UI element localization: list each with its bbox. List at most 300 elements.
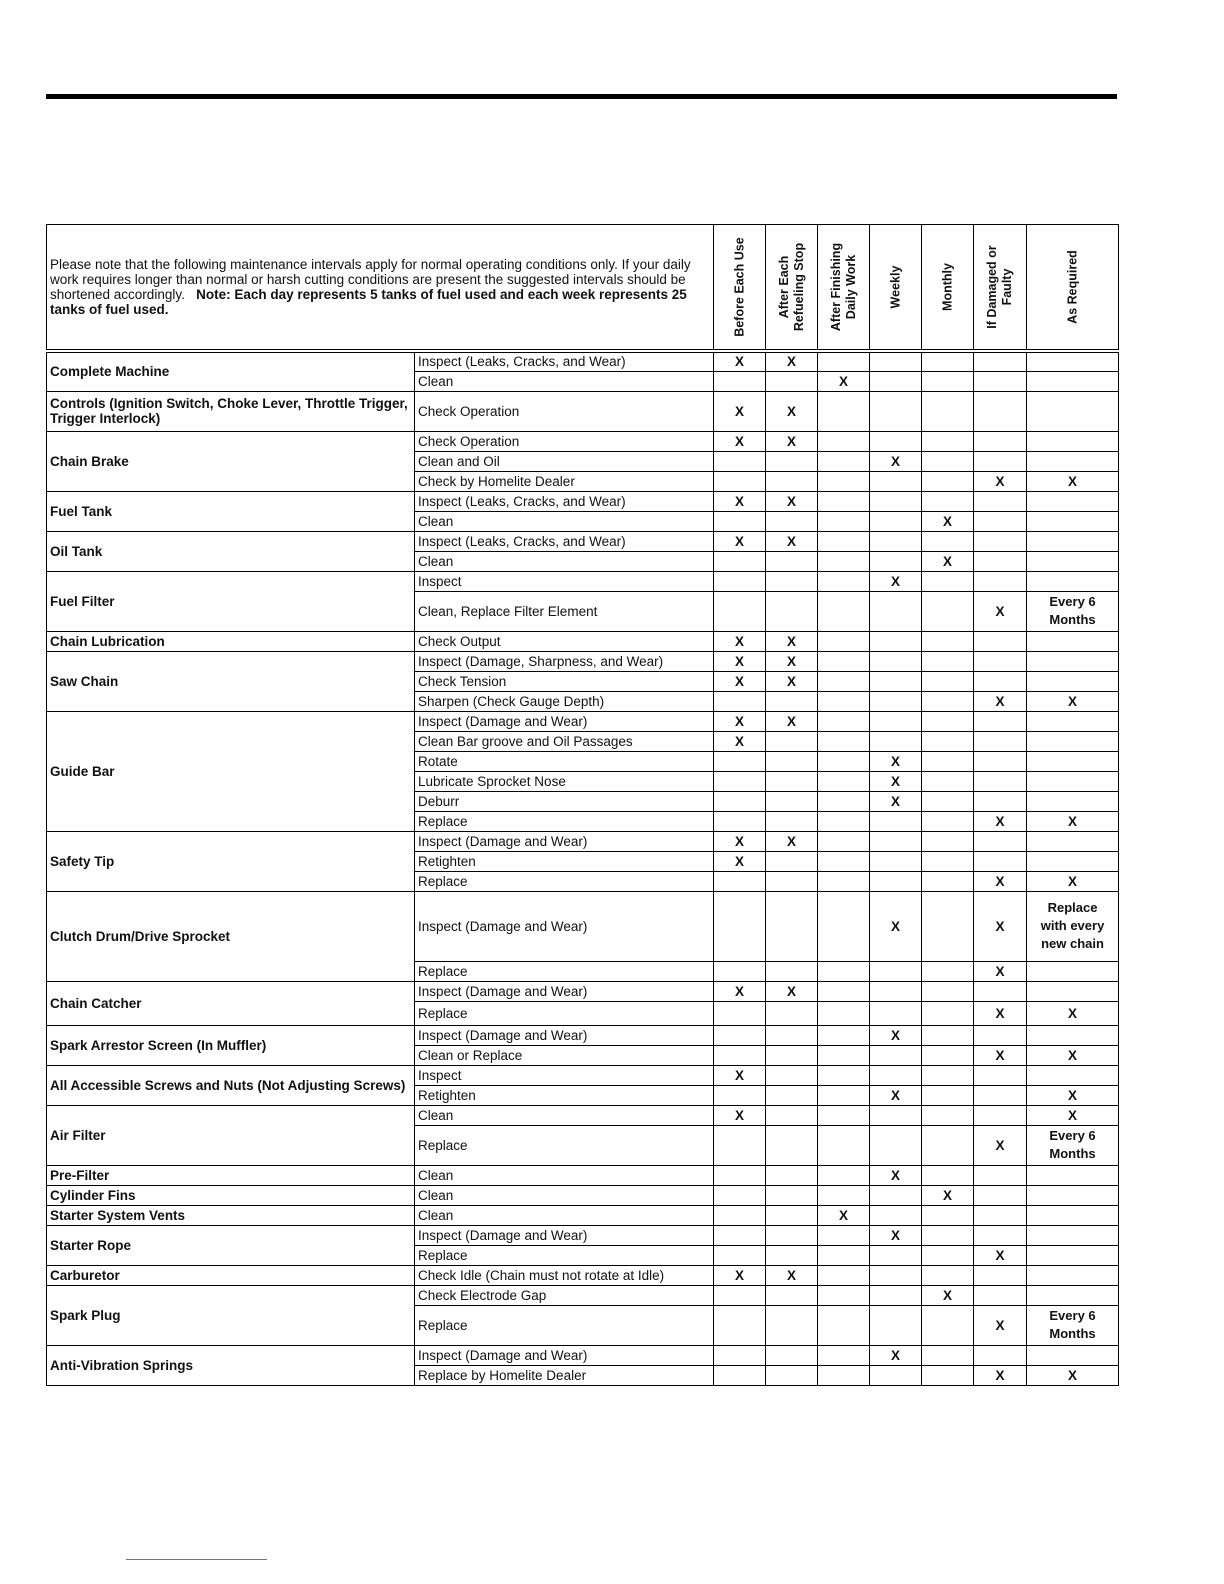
interval-mark-cell — [714, 791, 766, 811]
interval-mark-cell — [766, 1001, 818, 1025]
interval-mark-cell: X — [714, 671, 766, 691]
interval-mark-cell — [922, 851, 974, 871]
task-cell: Replace — [415, 1305, 714, 1345]
interval-mark-cell: X — [714, 531, 766, 551]
interval-mark-cell — [1027, 551, 1119, 571]
interval-mark-cell — [974, 1065, 1027, 1085]
interval-mark-cell: X — [714, 391, 766, 431]
interval-mark-cell — [818, 1045, 870, 1065]
interval-mark-cell — [1027, 371, 1119, 391]
task-cell: Deburr — [415, 791, 714, 811]
task-cell: Inspect (Damage and Wear) — [415, 711, 714, 731]
table-row — [47, 711, 1119, 731]
interval-mark-cell — [766, 591, 818, 631]
interval-mark-cell: X — [766, 671, 818, 691]
interval-mark-cell — [818, 891, 870, 961]
interval-mark-cell — [714, 891, 766, 961]
interval-mark-cell — [766, 891, 818, 961]
interval-mark-cell: X — [714, 1265, 766, 1285]
interval-mark-cell — [974, 631, 1027, 651]
task-cell: Clean Bar groove and Oil Passages — [415, 731, 714, 751]
table-row — [47, 1185, 1119, 1205]
interval-mark-cell — [766, 1125, 818, 1165]
interval-mark-cell — [922, 1305, 974, 1345]
interval-mark-cell — [974, 981, 1027, 1001]
interval-mark-cell — [870, 851, 922, 871]
table-row — [47, 431, 1119, 451]
table-row — [47, 1165, 1119, 1185]
interval-mark-cell — [974, 451, 1027, 471]
interval-mark-cell — [818, 1285, 870, 1305]
col-if-damaged-or-faulty: If Damaged or Faulty — [974, 225, 1027, 352]
interval-mark-cell — [922, 811, 974, 831]
interval-mark-cell — [1027, 851, 1119, 871]
interval-mark-cell — [714, 471, 766, 491]
interval-mark-cell: X — [714, 831, 766, 851]
table-row — [47, 981, 1119, 1001]
interval-mark-cell: X — [870, 451, 922, 471]
interval-mark-cell — [1027, 1185, 1119, 1205]
task-cell: Clean or Replace — [415, 1045, 714, 1065]
table-row — [47, 1345, 1119, 1365]
interval-mark-cell: X — [922, 551, 974, 571]
interval-mark-cell — [818, 851, 870, 871]
interval-mark-cell — [870, 1105, 922, 1125]
interval-mark-cell — [766, 471, 818, 491]
interval-mark-cell — [922, 1085, 974, 1105]
component-cell: Controls (Ignition Switch, Choke Lever, Throttle Trigger, Trigger Interlock) — [47, 391, 415, 431]
interval-mark-cell — [1027, 511, 1119, 531]
interval-mark-cell — [922, 751, 974, 771]
interval-mark-cell — [818, 691, 870, 711]
table-row — [47, 1225, 1119, 1245]
task-cell: Inspect (Damage and Wear) — [415, 831, 714, 851]
interval-mark-cell — [974, 731, 1027, 751]
interval-mark-cell — [766, 691, 818, 711]
task-cell: Check by Homelite Dealer — [415, 471, 714, 491]
interval-mark-cell — [818, 351, 870, 371]
col-before-each-use: Before Each Use — [714, 225, 766, 352]
interval-mark-cell — [1027, 1025, 1119, 1045]
interval-mark-cell — [818, 1245, 870, 1265]
interval-mark-cell: X — [870, 791, 922, 811]
schedule-body — [47, 351, 1119, 1385]
interval-mark-cell — [766, 1285, 818, 1305]
table-row — [47, 1205, 1119, 1225]
interval-mark-cell — [922, 711, 974, 731]
interval-mark-cell — [922, 981, 974, 1001]
interval-mark-cell: X — [714, 731, 766, 751]
task-cell: Replace — [415, 1245, 714, 1265]
table-row — [47, 651, 1119, 671]
interval-mark-cell — [766, 751, 818, 771]
task-cell: Inspect (Damage and Wear) — [415, 1025, 714, 1045]
interval-mark-cell — [1027, 1345, 1119, 1365]
interval-mark-cell — [922, 651, 974, 671]
task-cell: Sharpen (Check Gauge Depth) — [415, 691, 714, 711]
interval-mark-cell — [1027, 961, 1119, 981]
interval-mark-cell — [1027, 731, 1119, 751]
interval-mark-cell — [870, 1065, 922, 1085]
interval-mark-cell — [974, 1205, 1027, 1225]
col-after-finishing-daily-work: After Finishing Daily Work — [818, 225, 870, 352]
interval-mark-cell — [714, 1085, 766, 1105]
interval-mark-cell — [818, 791, 870, 811]
interval-mark-cell — [818, 471, 870, 491]
interval-mark-cell — [1027, 1165, 1119, 1185]
interval-mark-cell — [1027, 1265, 1119, 1285]
interval-mark-cell: X — [766, 531, 818, 551]
interval-mark-cell — [818, 811, 870, 831]
task-cell: Inspect (Damage and Wear) — [415, 981, 714, 1001]
interval-mark-cell — [766, 1205, 818, 1225]
task-cell: Clean — [415, 1105, 714, 1125]
task-cell: Clean — [415, 1205, 714, 1225]
interval-mark-cell — [870, 1001, 922, 1025]
component-cell: Complete Machine — [47, 351, 415, 391]
col-weekly: Weekly — [870, 225, 922, 352]
interval-mark-cell: X — [1027, 811, 1119, 831]
task-cell: Retighten — [415, 1085, 714, 1105]
interval-mark-cell — [818, 651, 870, 671]
interval-mark-cell — [766, 1065, 818, 1085]
component-cell: Spark Arrestor Screen (In Muffler) — [47, 1025, 415, 1065]
interval-mark-cell: X — [974, 1125, 1027, 1165]
interval-mark-cell — [922, 1125, 974, 1165]
interval-mark-cell — [714, 1305, 766, 1345]
component-cell: Oil Tank — [47, 531, 415, 571]
col-as-required: As Required — [1027, 225, 1119, 352]
task-cell: Clean — [415, 511, 714, 531]
table-row — [47, 891, 1119, 961]
task-cell: Clean, Replace Filter Element — [415, 591, 714, 631]
interval-mark-cell — [974, 851, 1027, 871]
interval-mark-cell — [714, 1045, 766, 1065]
top-rule — [46, 94, 1117, 99]
interval-mark-cell — [870, 631, 922, 651]
interval-mark-cell: X — [766, 431, 818, 451]
interval-mark-cell — [870, 531, 922, 551]
interval-mark-cell — [714, 1025, 766, 1045]
task-cell: Check Idle (Chain must not rotate at Idle) — [415, 1265, 714, 1285]
task-cell: Replace — [415, 1001, 714, 1025]
interval-mark-cell — [974, 1105, 1027, 1125]
interval-mark-cell: X — [870, 571, 922, 591]
interval-mark-cell — [974, 711, 1027, 731]
interval-mark-cell — [870, 371, 922, 391]
interval-mark-cell — [974, 1345, 1027, 1365]
interval-mark-cell — [922, 471, 974, 491]
task-cell: Clean and Oil — [415, 451, 714, 471]
interval-mark-cell: X — [714, 1065, 766, 1085]
interval-mark-cell — [1027, 1285, 1119, 1305]
task-cell: Clean — [415, 1165, 714, 1185]
interval-mark-cell: X — [870, 1345, 922, 1365]
interval-mark-cell — [766, 871, 818, 891]
interval-mark-cell — [922, 1345, 974, 1365]
interval-mark-cell: X — [714, 851, 766, 871]
note-bold-text: Note: Each day represents 5 tanks of fuel used and each week represents 25 tanks of fuel used. — [50, 287, 687, 317]
interval-mark-cell — [818, 511, 870, 531]
interval-mark-cell — [870, 1245, 922, 1265]
interval-mark-cell: X — [974, 811, 1027, 831]
component-cell: Chain Brake — [47, 431, 415, 491]
task-cell: Inspect (Leaks, Cracks, and Wear) — [415, 351, 714, 371]
interval-mark-cell: X — [714, 491, 766, 511]
task-cell: Replace — [415, 1125, 714, 1165]
interval-mark-cell — [818, 1001, 870, 1025]
interval-mark-cell — [766, 1085, 818, 1105]
task-cell: Inspect — [415, 571, 714, 591]
interval-mark-cell — [818, 451, 870, 471]
interval-mark-cell — [870, 811, 922, 831]
interval-mark-cell — [922, 1001, 974, 1025]
interval-mark-cell — [1027, 831, 1119, 851]
interval-mark-cell — [870, 871, 922, 891]
interval-mark-cell — [922, 961, 974, 981]
interval-mark-cell — [766, 551, 818, 571]
interval-mark-cell — [974, 1225, 1027, 1245]
interval-mark-cell — [922, 671, 974, 691]
task-cell: Inspect (Damage and Wear) — [415, 1345, 714, 1365]
interval-mark-cell — [922, 891, 974, 961]
component-cell: Saw Chain — [47, 651, 415, 711]
interval-mark-cell — [714, 1365, 766, 1385]
component-cell: Chain Lubrication — [47, 631, 415, 651]
interval-mark-cell — [818, 981, 870, 1001]
task-cell: Inspect (Damage, Sharpness, and Wear) — [415, 651, 714, 671]
interval-mark-cell — [818, 1345, 870, 1365]
interval-mark-cell — [714, 751, 766, 771]
interval-mark-cell — [818, 711, 870, 731]
task-cell: Lubricate Sprocket Nose — [415, 771, 714, 791]
interval-mark-cell: X — [870, 1165, 922, 1185]
interval-mark-cell — [766, 731, 818, 751]
interval-mark-cell — [974, 651, 1027, 671]
table-row — [47, 531, 1119, 551]
interval-mark-cell: X — [714, 981, 766, 1001]
interval-mark-cell — [766, 1305, 818, 1345]
interval-mark-cell — [870, 1285, 922, 1305]
interval-mark-cell — [922, 1025, 974, 1045]
interval-mark-cell — [818, 831, 870, 851]
interval-mark-cell — [1027, 981, 1119, 1001]
interval-mark-cell — [766, 851, 818, 871]
interval-mark-cell: X — [1027, 691, 1119, 711]
interval-mark-cell — [870, 1125, 922, 1165]
task-cell: Replace — [415, 961, 714, 981]
interval-mark-cell — [818, 751, 870, 771]
interval-mark-cell — [714, 691, 766, 711]
interval-mark-cell: X — [870, 1085, 922, 1105]
interval-mark-cell — [1027, 771, 1119, 791]
task-cell: Inspect — [415, 1065, 714, 1085]
interval-mark-cell — [870, 431, 922, 451]
interval-mark-cell — [714, 1245, 766, 1265]
interval-mark-cell — [1027, 391, 1119, 431]
interval-mark-cell — [870, 651, 922, 671]
interval-mark-cell — [870, 1305, 922, 1345]
interval-mark-cell — [818, 671, 870, 691]
interval-mark-cell — [922, 791, 974, 811]
interval-mark-cell — [1027, 651, 1119, 671]
interval-mark-cell: X — [714, 631, 766, 651]
interval-mark-cell: X — [870, 1025, 922, 1045]
interval-mark-cell — [1027, 791, 1119, 811]
interval-mark-cell — [974, 571, 1027, 591]
interval-mark-cell — [922, 1225, 974, 1245]
col-after-each-refueling-stop: After Each Refueling Stop — [766, 225, 818, 352]
interval-mark-cell — [1027, 531, 1119, 551]
interval-mark-cell: X — [766, 651, 818, 671]
interval-mark-cell — [1027, 1225, 1119, 1245]
interval-mark-cell: X — [714, 711, 766, 731]
table-row — [47, 1265, 1119, 1285]
interval-mark-cell: X — [766, 351, 818, 371]
interval-mark-cell — [1027, 751, 1119, 771]
interval-mark-cell: Every 6 Months — [1027, 1305, 1119, 1345]
interval-mark-cell — [974, 531, 1027, 551]
interval-mark-cell — [818, 1305, 870, 1345]
interval-mark-cell: X — [974, 471, 1027, 491]
component-cell: Clutch Drum/Drive Sprocket — [47, 891, 415, 981]
interval-mark-cell — [818, 431, 870, 451]
interval-mark-cell — [974, 1285, 1027, 1305]
interval-mark-cell — [766, 1245, 818, 1265]
note-text: Please note that the following maintenance intervals apply for normal operating conditions only. If your daily work requires longer than normal or harsh cutting conditions are present the suggested intervals should be shortened accordingly. — [50, 257, 691, 302]
interval-mark-cell — [766, 511, 818, 531]
interval-mark-cell: X — [1027, 1365, 1119, 1385]
interval-mark-cell: X — [1027, 871, 1119, 891]
table-row — [47, 1065, 1119, 1085]
interval-mark-cell: X — [974, 1305, 1027, 1345]
component-cell: Cylinder Fins — [47, 1185, 415, 1205]
interval-mark-cell — [870, 731, 922, 751]
interval-mark-cell — [714, 451, 766, 471]
task-cell: Replace by Homelite Dealer — [415, 1365, 714, 1385]
interval-mark-cell — [870, 471, 922, 491]
interval-mark-cell — [766, 771, 818, 791]
table-row — [47, 831, 1119, 851]
task-cell: Inspect (Damage and Wear) — [415, 891, 714, 961]
interval-mark-cell — [870, 351, 922, 371]
task-cell: Check Operation — [415, 431, 714, 451]
task-cell: Inspect (Damage and Wear) — [415, 1225, 714, 1245]
interval-mark-cell — [714, 591, 766, 631]
component-cell: Pre-Filter — [47, 1165, 415, 1185]
footer-link-underline — [126, 1559, 267, 1560]
interval-mark-cell — [714, 771, 766, 791]
component-cell: Anti-Vibration Springs — [47, 1345, 415, 1385]
interval-mark-cell — [766, 1045, 818, 1065]
interval-mark-cell — [766, 811, 818, 831]
table-row — [47, 571, 1119, 591]
table-row — [47, 1105, 1119, 1125]
interval-mark-cell — [870, 1045, 922, 1065]
interval-mark-cell — [1027, 351, 1119, 371]
interval-mark-cell — [714, 571, 766, 591]
table-row — [47, 491, 1119, 511]
component-cell: Carburetor — [47, 1265, 415, 1285]
interval-mark-cell — [818, 1105, 870, 1125]
interval-mark-cell: X — [974, 961, 1027, 981]
interval-mark-cell — [870, 1365, 922, 1385]
interval-mark-cell: X — [1027, 1105, 1119, 1125]
interval-mark-cell — [818, 731, 870, 751]
interval-mark-cell — [922, 831, 974, 851]
component-cell: Safety Tip — [47, 831, 415, 891]
component-cell: Spark Plug — [47, 1285, 415, 1345]
interval-mark-cell: Every 6 Months — [1027, 1125, 1119, 1165]
interval-mark-cell — [714, 1205, 766, 1225]
table-row — [47, 1285, 1119, 1305]
interval-mark-cell — [714, 1185, 766, 1205]
interval-mark-cell — [818, 631, 870, 651]
interval-mark-cell — [714, 1165, 766, 1185]
interval-mark-cell: Replace with every new chain — [1027, 891, 1119, 961]
interval-mark-cell: X — [1027, 1045, 1119, 1065]
interval-mark-cell — [766, 1105, 818, 1125]
interval-mark-cell: X — [1027, 471, 1119, 491]
interval-mark-cell — [870, 981, 922, 1001]
component-cell: Fuel Filter — [47, 571, 415, 631]
interval-mark-cell — [922, 1165, 974, 1185]
interval-mark-cell: X — [870, 771, 922, 791]
interval-mark-cell — [870, 1205, 922, 1225]
interval-mark-cell — [714, 871, 766, 891]
interval-mark-cell — [974, 511, 1027, 531]
interval-mark-cell — [818, 571, 870, 591]
interval-mark-cell — [1027, 671, 1119, 691]
interval-mark-cell — [818, 771, 870, 791]
task-cell: Inspect (Leaks, Cracks, and Wear) — [415, 491, 714, 511]
interval-mark-cell — [1027, 491, 1119, 511]
task-cell: Clean — [415, 371, 714, 391]
interval-mark-cell — [922, 351, 974, 371]
interval-mark-cell — [922, 1265, 974, 1285]
maintenance-note — [47, 225, 714, 352]
interval-mark-cell: X — [766, 491, 818, 511]
interval-mark-cell — [1027, 451, 1119, 471]
interval-mark-cell — [974, 1165, 1027, 1185]
interval-mark-cell — [870, 491, 922, 511]
interval-mark-cell — [974, 751, 1027, 771]
interval-mark-cell — [714, 551, 766, 571]
interval-mark-cell — [870, 1265, 922, 1285]
interval-mark-cell — [766, 1165, 818, 1185]
interval-mark-cell — [1027, 571, 1119, 591]
col-monthly: Monthly — [922, 225, 974, 352]
task-cell: Replace — [415, 811, 714, 831]
interval-mark-cell — [818, 551, 870, 571]
interval-mark-cell: X — [818, 1205, 870, 1225]
interval-mark-cell — [974, 551, 1027, 571]
interval-mark-cell: X — [870, 1225, 922, 1245]
interval-mark-cell — [974, 1025, 1027, 1045]
interval-mark-cell — [922, 591, 974, 631]
interval-mark-cell — [1027, 1245, 1119, 1265]
component-cell: Air Filter — [47, 1105, 415, 1165]
interval-mark-cell — [870, 591, 922, 631]
interval-mark-cell — [974, 831, 1027, 851]
interval-mark-cell: X — [974, 1045, 1027, 1065]
table-row — [47, 351, 1119, 371]
interval-mark-cell — [870, 511, 922, 531]
interval-mark-cell — [922, 871, 974, 891]
table-row — [47, 391, 1119, 431]
component-cell: Starter Rope — [47, 1225, 415, 1265]
interval-mark-cell: X — [922, 1285, 974, 1305]
